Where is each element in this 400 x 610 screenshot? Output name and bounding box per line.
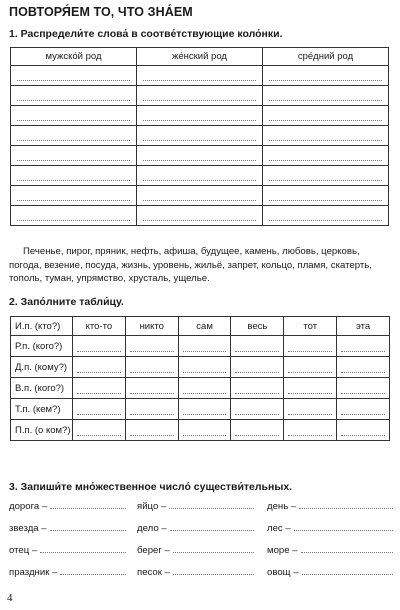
answer-cell[interactable] [337,336,390,357]
column-header-masculine: мужско́й род [11,48,137,66]
noun-word: овощ – [267,567,299,578]
answer-cell[interactable] [284,399,337,420]
dotted-answer-line [143,214,256,221]
plural-item [267,522,394,534]
table-row [11,420,390,441]
dotted-answer-line [130,429,174,436]
dotted-answer-line [143,134,256,141]
table-row [11,146,389,166]
answer-cell[interactable] [11,186,137,206]
answer-cell[interactable] [73,378,126,399]
dotted-answer-line [17,114,130,121]
noun-word: праздник – [9,567,58,578]
dotted-answer-line [183,408,227,415]
answer-cell[interactable] [284,336,337,357]
pronoun-header: весь [231,317,284,336]
answer-line[interactable] [173,566,254,575]
dotted-answer-line [269,154,382,161]
noun-word: лес – [267,523,291,534]
table-row [11,378,390,399]
answer-cell[interactable] [337,399,390,420]
table-row [11,86,389,106]
answer-cell[interactable] [231,357,284,378]
dotted-answer-line [341,366,385,373]
dotted-answer-line [288,387,332,394]
table-row [11,399,390,420]
dotted-answer-line [130,366,174,373]
noun-word: берег – [137,545,170,556]
plural-row [9,522,394,536]
pronoun-header: эта [337,317,390,336]
answer-cell[interactable] [73,420,126,441]
dotted-answer-line [143,154,256,161]
answer-cell[interactable] [178,399,231,420]
answer-line[interactable] [173,544,254,553]
plural-item [267,544,394,556]
pronoun-header: сам [178,317,231,336]
dotted-answer-line [269,134,382,141]
answer-cell[interactable] [337,357,390,378]
answer-cell[interactable] [263,66,389,86]
answer-cell[interactable] [263,86,389,106]
plural-item [137,544,255,556]
dotted-answer-line [143,74,256,81]
answer-line[interactable] [299,500,393,509]
dotted-answer-line [235,408,279,415]
answer-line[interactable] [40,544,126,553]
dotted-answer-line [130,345,174,352]
answer-cell[interactable] [231,420,284,441]
answer-cell[interactable] [137,186,263,206]
word-list-text: Печенье, пирог, пряник, нефть, афиша, будущее, камень, любовь, церковь, погода, везение, посуда, жизнь, уровень, жильё, запрет, кольцо, пламя, скатерть, тополь, туман, упрямство, хрусталь, ущелье. [9,246,372,284]
answer-cell[interactable] [125,357,178,378]
dotted-answer-line [341,408,385,415]
answer-cell[interactable] [284,420,337,441]
plural-item [137,522,255,534]
answer-cell[interactable] [125,336,178,357]
plural-item [9,500,127,512]
page-number: 4 [7,592,13,604]
table-row [11,357,390,378]
case-label: Р.п. (кого?) [11,336,73,357]
answer-line[interactable] [169,500,254,509]
dotted-answer-line [183,387,227,394]
task3-heading: 3. Запиши́те мно́жественное число́ существи́тельных. [9,481,293,493]
answer-cell[interactable] [337,420,390,441]
answer-cell[interactable] [125,378,178,399]
task1-heading: 1. Распредели́те слова́ в соотве́тствующие коло́нки. [9,28,283,40]
answer-cell[interactable] [263,106,389,126]
dotted-answer-line [143,114,256,121]
case-label: Т.п. (кем?) [11,399,73,420]
plural-item [267,500,394,512]
word-list [9,245,391,286]
table-row [11,66,389,86]
dotted-answer-line [77,366,121,373]
answer-cell[interactable] [178,420,231,441]
answer-cell[interactable] [125,420,178,441]
answer-cell[interactable] [137,206,263,226]
table-row [11,126,389,146]
task2-heading: 2. Запо́лните табли́цу. [9,296,124,308]
answer-line[interactable] [301,544,393,553]
answer-line[interactable] [302,566,393,575]
answer-cell[interactable] [137,106,263,126]
answer-cell[interactable] [263,206,389,226]
noun-word: песок – [137,567,170,578]
dotted-answer-line [130,387,174,394]
dotted-answer-line [17,194,130,201]
dotted-answer-line [183,366,227,373]
answer-cell[interactable] [231,399,284,420]
answer-cell[interactable] [178,336,231,357]
noun-word: дорога – [9,501,48,512]
answer-line[interactable] [60,566,126,575]
noun-word: море – [267,545,298,556]
dotted-answer-line [341,429,385,436]
answer-cell[interactable] [263,186,389,206]
answer-cell[interactable] [178,378,231,399]
answer-cell[interactable] [125,399,178,420]
noun-word: звезда – [9,523,47,534]
answer-cell[interactable] [137,126,263,146]
pronoun-header: тот [284,317,337,336]
dotted-answer-line [77,387,121,394]
dotted-answer-line [269,214,382,221]
plural-item [267,566,394,578]
answer-line[interactable] [50,522,126,531]
case-label: П.п. (о ком?) [11,420,73,441]
dotted-answer-line [17,94,130,101]
answer-cell[interactable] [137,146,263,166]
dotted-answer-line [183,429,227,436]
answer-cell[interactable] [11,146,137,166]
dotted-answer-line [17,154,130,161]
dotted-answer-line [288,408,332,415]
answer-cell[interactable] [263,166,389,186]
plural-row [9,566,394,580]
dotted-answer-line [235,429,279,436]
table-row [11,336,390,357]
dotted-answer-line [269,74,382,81]
plural-row [9,544,394,558]
answer-cell[interactable] [231,378,284,399]
dotted-answer-line [288,429,332,436]
dotted-answer-line [269,194,382,201]
dotted-answer-line [288,366,332,373]
answer-line[interactable] [50,500,126,509]
answer-cell[interactable] [73,357,126,378]
answer-cell[interactable] [284,378,337,399]
dotted-answer-line [269,174,382,181]
dotted-answer-line [341,345,385,352]
pronoun-header: никто [125,317,178,336]
dotted-answer-line [77,408,121,415]
answer-cell[interactable] [263,126,389,146]
table-row [11,106,389,126]
column-header-neuter: сре́дний род [263,48,389,66]
noun-word: яйцо – [137,501,167,512]
pronoun-table [10,316,390,441]
answer-cell[interactable] [11,126,137,146]
answer-cell[interactable] [337,378,390,399]
answer-cell[interactable] [137,66,263,86]
answer-cell[interactable] [11,206,137,226]
column-header-feminine: же́нский род [137,48,263,66]
dotted-answer-line [288,345,332,352]
dotted-answer-line [130,408,174,415]
answer-cell[interactable] [11,166,137,186]
noun-word: отец – [9,545,38,556]
case-label: В.п. (кого?) [11,378,73,399]
answer-cell[interactable] [231,336,284,357]
answer-cell[interactable] [178,357,231,378]
page-title: ПОВТОРЯ́ЕМ ТО, ЧТО ЗНА́ЕМ [9,5,193,19]
pronoun-header: кто-то [73,317,126,336]
case-header-nominative: И.п. (кто?) [11,317,73,336]
dotted-answer-line [17,214,130,221]
answer-cell[interactable] [263,146,389,166]
answer-cell[interactable] [137,86,263,106]
plural-row [9,500,394,514]
dotted-answer-line [17,74,130,81]
answer-line[interactable] [294,522,393,531]
dotted-answer-line [235,387,279,394]
dotted-answer-line [235,345,279,352]
dotted-answer-line [77,345,121,352]
noun-word: день – [267,501,297,512]
dotted-answer-line [341,387,385,394]
dotted-answer-line [269,114,382,121]
table-row [11,186,389,206]
dotted-answer-line [269,94,382,101]
dotted-answer-line [143,174,256,181]
table-row [11,166,389,186]
case-label: Д.п. (кому?) [11,357,73,378]
plural-item [9,544,127,556]
plural-item [137,500,255,512]
answer-cell[interactable] [284,357,337,378]
gender-table [10,47,389,226]
dotted-answer-line [235,366,279,373]
table-row [11,206,389,226]
answer-line[interactable] [170,522,254,531]
plural-item [137,566,255,578]
dotted-answer-line [143,194,256,201]
answer-cell[interactable] [73,399,126,420]
answer-cell[interactable] [11,66,137,86]
answer-cell[interactable] [11,106,137,126]
dotted-answer-line [17,134,130,141]
dotted-answer-line [183,345,227,352]
answer-cell[interactable] [11,86,137,106]
answer-cell[interactable] [73,336,126,357]
plural-item [9,522,127,534]
plural-item [9,566,127,578]
dotted-answer-line [17,174,130,181]
dotted-answer-line [77,429,121,436]
answer-cell[interactable] [137,166,263,186]
dotted-answer-line [143,94,256,101]
noun-word: дело – [137,523,167,534]
